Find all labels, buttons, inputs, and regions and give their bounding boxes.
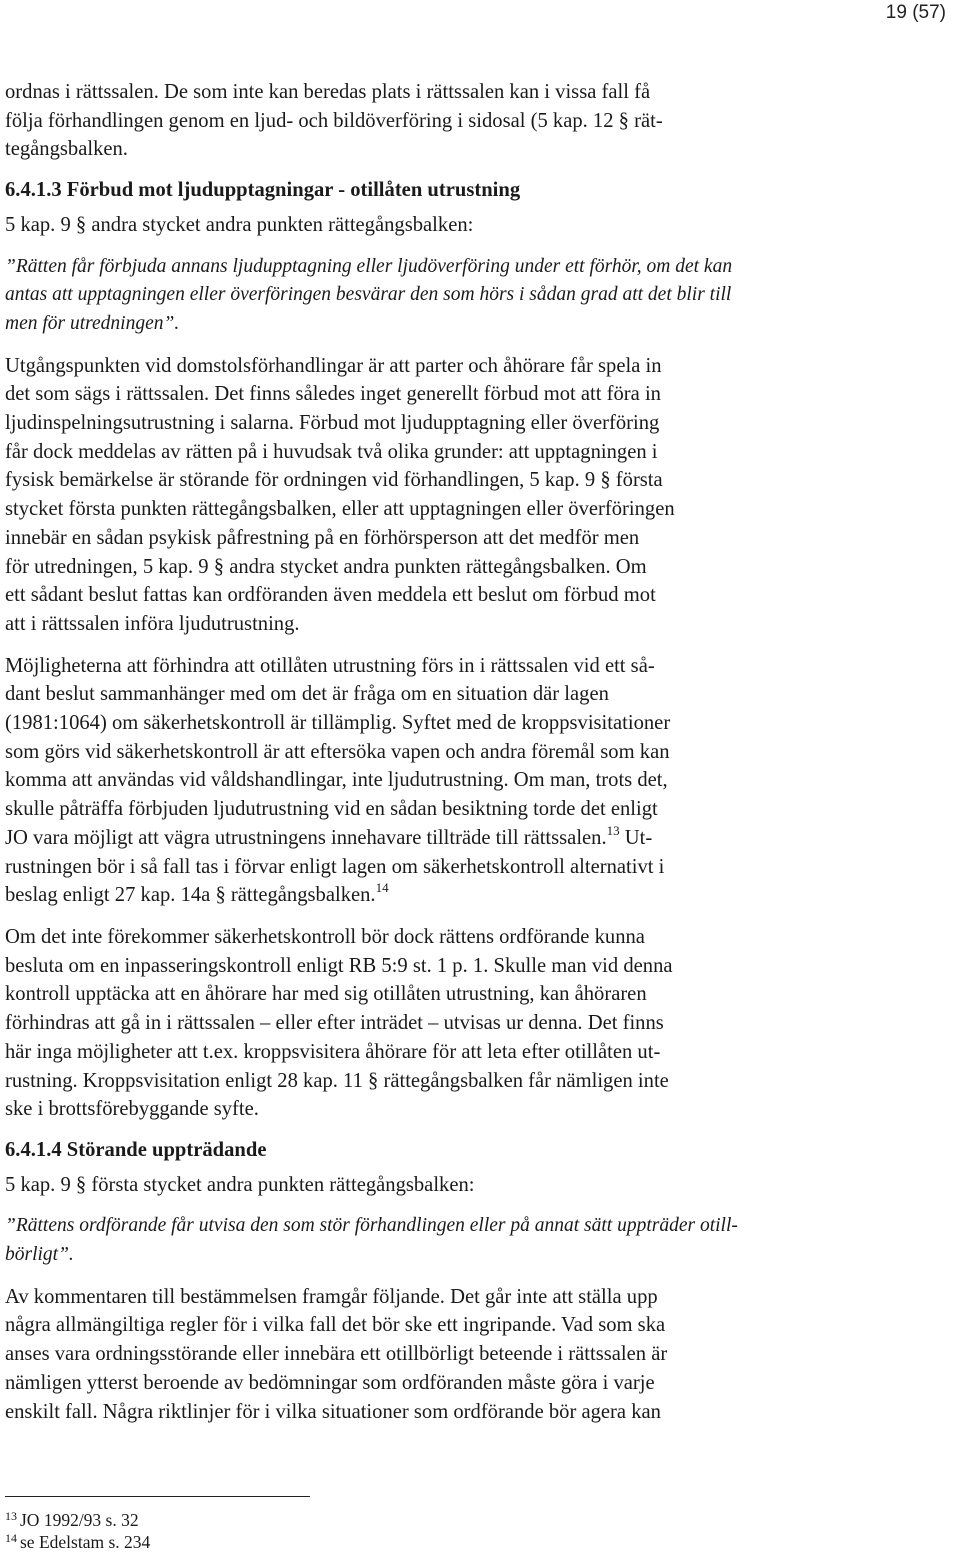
footnote-13: $^{13}$ JO 1992/93 s. 32 (5, 1509, 139, 1530)
footnote-ref-14[interactable]: 14 (375, 880, 389, 896)
statute-reference: 5 kap. 9 § andra stycket andra punkten rättegångsbalken: (5, 213, 474, 236)
paragraph-security-check: Möjligheterna att förhindra att otillåten utrustning förs in i rättssalen vid ett så- dant beslut sammanhänger med om det är fråga om en situation där lagen (1981:1064) om säkerhetskontroll är tillämplig. Syftet med de kroppsvisitationer som görs vid säkerhetskontroll är att eftersöka vapen och andra föremål som kan komma att användas vid våldshandlingar, inte ljudutrustning. Om man, trots det, skulle påträffa förbjuden ljudutrustning vid en sådan besiktning torde det enligt JO vara möjligt att vägra utrustningens innehavare tillträde till rättssalen.$^{13}$ Ut- rustningen bör i så fall tas i förvar enligt lagen om säkerhetskontroll alternativt i beslag enligt 27 kap. 14a § rättegångsbalken.$^{14}$ (5, 654, 671, 907)
paragraph-recording: Utgångspunkten vid domstolsförhandlingar är att parter och åhörare får spela in det som sägs i rättssalen. Det finns således inget generellt förbud mot att föra in ljudinspelningsutrustning i salarna. Förbud mot ljudupptagning eller överföring får dock meddelas av rätten på i huvudsak två olika grunder: att upptagningen i fysisk bemärkelse är störande för ordningen vid förhandlingen, 5 kap. 9 § första stycket första punkten rättegångsbalken, eller att upptagningen eller överföringen innebär en sådan psykisk påfrestning på en förhörsperson att det medför men för utredningen, 5 kap. 9 § andra stycket andra punkten rättegångsbalken. Om ett sådant beslut fattas kan ordföranden även meddela ett beslut om förbud mot att i rättssalen införa ljudutrustning. (5, 354, 675, 635)
statute-quote-2: ”Rättens ordförande får utvisa den som stör förhandlingen eller på annat sätt uppträder otill- börligt”. (5, 1215, 738, 1266)
section-heading-6-4-1-4: 6.4.1.4 Störande uppträdande (5, 1138, 267, 1161)
section-heading-6-4-1-3: 6.4.1.3 Förbud mot ljudupptagningar - otillåten utrustning (5, 179, 521, 202)
footnote-divider (5, 1496, 310, 1497)
footnote-ref-13[interactable]: 13 (606, 822, 620, 838)
footnote-14: $^{14}$ se Edelstam s. 234 (5, 1531, 151, 1552)
page-number: 19 (57) (885, 2, 946, 23)
footnotes (5, 1509, 150, 1553)
paragraph-intro: ordnas i rättssalen. De som inte kan beredas plats i rättssalen kan i vissa fall få följa förhandlingen genom en ljud- och bildöverföring i sidosal (5 kap. 12 § rät- tegångsbalken. (5, 81, 663, 161)
page-body (5, 78, 805, 1426)
statute-reference-2: 5 kap. 9 § första stycket andra punkten rättegångsbalken: (5, 1173, 475, 1196)
paragraph-entry-control: Om det inte förekommer säkerhetskontroll bör dock rättens ordförande kunna besluta om en inpasseringskontroll enligt RB 5:9 st. 1 p. 1. Skulle man vid denna kontroll upptäcka att en åhörare har med sig otillåten utrustning, kan åhöraren förhindras att gå in i rättssalen – eller efter inträdet – utvisas ur denna. Det finns här inga möjligheter att t.ex. kroppsvisitera åhörare för att leta efter otillåten ut- rustning. Kroppsvisitation enligt 28 kap. 11 § rättegångsbalken får nämligen inte ske i brottsförebyggande syfte. (5, 925, 673, 1121)
statute-quote: ”Rätten får förbjuda annans ljudupptagning eller ljudöverföring under ett förhör, om det kan antas att upptagningen eller överföringen besvärar den som hörs i sådan grad att det blir till men för utredningen”. (5, 255, 733, 334)
paragraph-commentary: Av kommentaren till bestämmelsen framgår följande. Det går inte att ställa upp några allmängiltiga regler för i vilka fall det bör ske ett ingripande. Vad som ska anses vara ordningsstörande eller innebära ett otillbörligt beteende i rättssalen är nämligen ytterst beroende av bedömningar som ordföranden måste göra i varje enskilt fall. Några riktlinjer för i vilka situationer som ordförande bör agera kan (5, 1285, 668, 1423)
